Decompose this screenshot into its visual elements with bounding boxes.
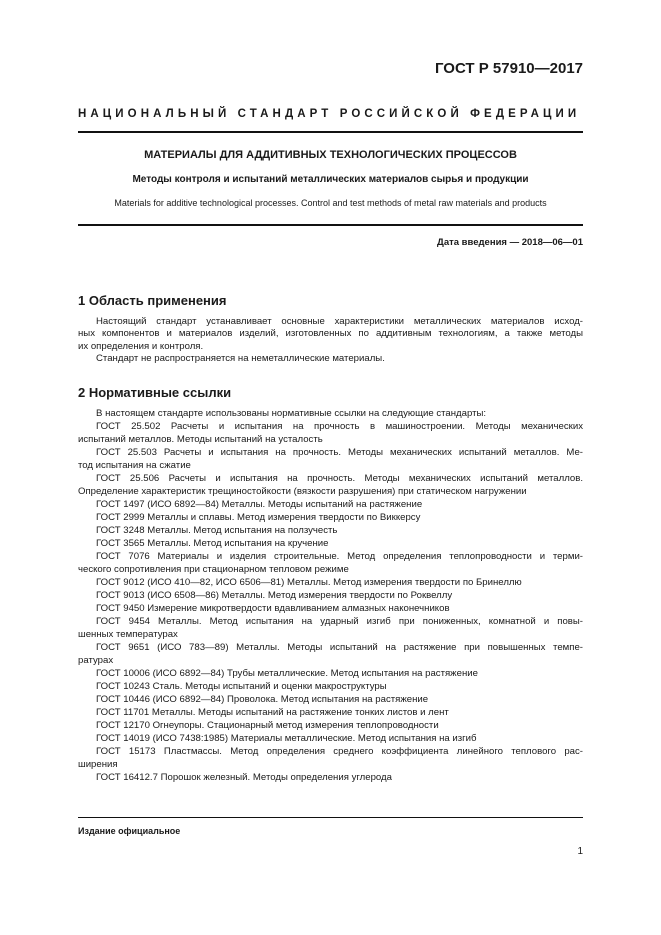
text-line: ширения (78, 759, 118, 770)
text-line: Определение характеристик трещиностойкости (вязкости разрушения) при статическом нагружении (78, 486, 527, 497)
text-line: Стандарт не распространяется на неметаллические материалы. (96, 353, 385, 365)
footer-rule (78, 817, 583, 818)
text-line: ГОСТ 9013 (ИСО 6508—86) Металлы. Метод измерения твердости по Роквеллу (96, 590, 453, 601)
national-standard-banner: НАЦИОНАЛЬНЫЙ СТАНДАРТ РОССИЙСКОЙ ФЕДЕРАЦИИ (78, 108, 581, 120)
text-line: ГОСТ 25.502 Расчеты и испытания на прочность в машиностроении. Методы механических (96, 421, 583, 432)
text-line: испытаний металлов. Методы испытаний на усталость (78, 434, 323, 445)
text-line: ГОСТ 25.503 Расчеты и испытания на прочность. Методы механических испытаний металлов. Ме- (96, 447, 583, 458)
text-line: ГОСТ 10243 Сталь. Методы испытаний и оценки макроструктуры (96, 681, 387, 692)
text-line: ГОСТ 14019 (ИСО 7438:1985) Материалы металлические. Метод испытания на изгиб (96, 733, 477, 744)
text-line: ГОСТ 11701 Металлы. Методы испытаний на растяжение тонких листов и лент (96, 707, 449, 718)
text-line: ГОСТ 10446 (ИСО 6892—84) Проволока. Метод испытания на растяжение (96, 694, 429, 705)
text-line: тод испытания на сжатие (78, 460, 191, 471)
text-line: их определения и контроля. (78, 340, 204, 352)
top-rule (78, 131, 583, 133)
text-line: ческого сопротивления при стационарном тепловом режиме (78, 564, 349, 575)
bottom-rule (78, 224, 583, 226)
text-line: ных компонентов и материалов изделий, изготовленных по аддитивным технологиям, а также методы (78, 328, 583, 340)
text-line: шенных температурах (78, 629, 178, 640)
english-title: Materials for additive technological processes. Control and test methods of metal raw materials and products (114, 198, 547, 208)
text-line: ГОСТ 15173 Пластмассы. Метод определения среднего коэффициента линейного теплового рас- (96, 746, 583, 757)
text-line: ГОСТ 16412.7 Порошок железный. Методы определения углерода (96, 772, 392, 783)
text-line: ГОСТ 9450 Измерение микротвердости вдавливанием алмазных наконечников (96, 603, 450, 614)
text-line: ратурах (78, 655, 114, 666)
text-line: ГОСТ 25.506 Расчеты и испытания на прочность. Методы механических испытаний металлов. (96, 473, 583, 484)
text-line: ГОСТ 9012 (ИСО 410—82, ИСО 6506—81) Металлы. Метод измерения твердости по Бринеллю (96, 577, 522, 588)
document-subtitle: Методы контроля и испытаний металлических материалов сырья и продукции (132, 174, 529, 185)
text-line: ГОСТ 7076 Материалы и изделия строительные. Метод определения теплопроводности и терми- (96, 551, 583, 562)
gost-number: ГОСТ Р 57910—2017 (434, 60, 583, 77)
section-1-heading: 1 Область применения (78, 293, 227, 308)
document-title: МАТЕРИАЛЫ ДЛЯ АДДИТИВНЫХ ТЕХНОЛОГИЧЕСКИХ ПРОЦЕССОВ (144, 149, 517, 161)
introduction-date: Дата введения — 2018—06—01 (437, 237, 583, 248)
page-number: 1 (577, 846, 583, 857)
section-2-heading: 2 Нормативные ссылки (78, 385, 232, 400)
text-line: В настоящем стандарте использованы нормативные ссылки на следующие стандарты: (96, 408, 487, 419)
official-edition-label: Издание официальное (78, 826, 181, 836)
text-line: ГОСТ 9454 Металлы. Метод испытания на ударный изгиб при пониженных, комнатной и повы- (96, 616, 583, 627)
text-line: ГОСТ 1497 (ИСО 6892—84) Металлы. Методы испытаний на растяжение (96, 499, 423, 510)
text-line: ГОСТ 12170 Огнеупоры. Стационарный метод измерения теплопроводности (96, 720, 439, 731)
text-line: ГОСТ 3565 Металлы. Метод испытания на кручение (96, 538, 329, 549)
text-line: ГОСТ 10006 (ИСО 6892—84) Трубы металлические. Метод испытания на растяжение (96, 668, 478, 679)
text-line: ГОСТ 2999 Металлы и сплавы. Метод измерения твердости по Виккерсу (96, 512, 421, 523)
text-line: ГОСТ 3248 Металлы. Метод испытания на ползучесть (96, 525, 338, 536)
text-line: ГОСТ 9651 (ИСО 783—89) Металлы. Методы испытаний на растяжение при повышенных темпе- (96, 642, 583, 653)
text-line: Настоящий стандарт устанавливает основные характеристики металлических материалов исход- (96, 316, 583, 327)
